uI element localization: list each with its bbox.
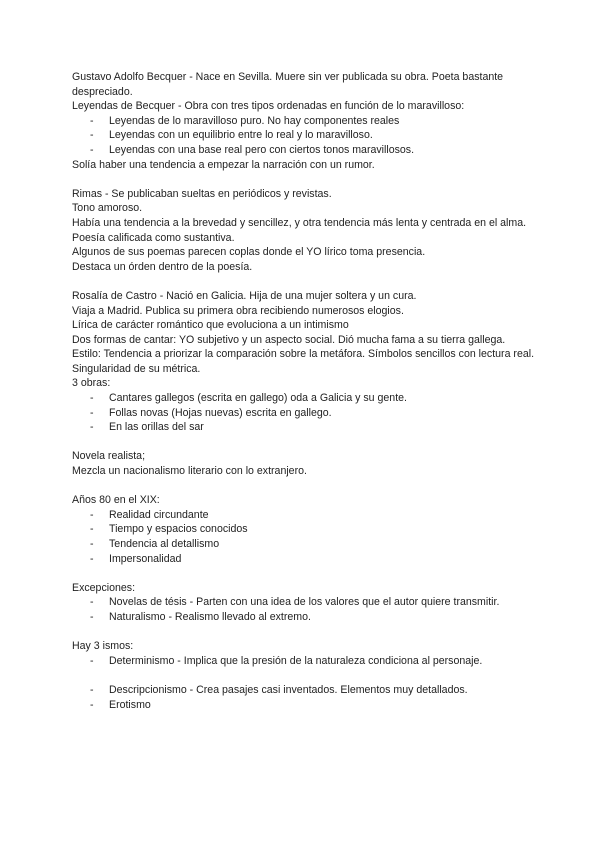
leyendas-list — [72, 114, 542, 158]
list-item: - En las orillas del sar — [72, 420, 542, 435]
estilo-line: Estilo: Tendencia a priorizar la comparación sobre la metáfora. Símbolos sencillos con lectura real. — [72, 348, 535, 361]
rimas-line: Rimas - Se publicaban sueltas en periódicos y revistas. — [72, 187, 332, 200]
document-page — [72, 70, 542, 712]
poesia-line: Poesía calificada como sustantiva. — [72, 231, 235, 244]
list-item: - Leyendas con una base real pero con ciertos tonos maravillosos. — [72, 143, 542, 158]
list-item: - Cantares gallegos (escrita en gallego) oda a Galicia y su gente. — [72, 391, 542, 406]
madrid-line: Viaja a Madrid. Publica su primera obra recibiendo numerosos elogios. — [72, 304, 404, 317]
excepciones-list — [72, 595, 542, 624]
list-item: - Erotismo — [72, 698, 542, 713]
excepciones-heading: Excepciones: — [72, 581, 136, 594]
list-item: - Determinismo - Implica que la presión de la naturaleza condiciona al personaje. — [72, 654, 542, 669]
ismos-list — [72, 654, 542, 669]
becquer-intro: Gustavo Adolfo Becquer - Nace en Sevilla. Muere sin ver publicada su obra. Poeta bastante despreciado. — [72, 71, 504, 98]
nacionalismo-line: Mezcla un nacionalismo literario con lo extranjero. — [72, 465, 307, 478]
obras-heading: 3 obras: — [72, 377, 111, 390]
leyendas-intro: Leyendas de Becquer - Obra con tres tipos ordenadas en función de lo maravilloso: — [72, 100, 465, 113]
obras-list — [72, 391, 542, 435]
list-item: - Tendencia al detallismo — [72, 537, 542, 552]
novela-realista-line: Novela realista; — [72, 450, 146, 463]
tono-line: Tono amoroso. — [72, 202, 143, 215]
list-item: - Novelas de tésis - Parten con una idea de los valores que el autor quiere transmitir. — [72, 595, 542, 610]
list-item: - Descripcionismo - Crea pasajes casi inventados. Elementos muy detallados. — [72, 683, 542, 698]
list-item: - Leyendas con un equilibrio entre lo real y lo maravilloso. — [72, 128, 542, 143]
orden-line: Destaca un órden dentro de la poesía. — [72, 260, 253, 273]
list-item: - Follas novas (Hojas nuevas) escrita en gallego. — [72, 406, 542, 421]
formas-line: Dos formas de cantar: YO subjetivo y un aspecto social. Dió mucha fama a su tierra gallega. — [72, 333, 506, 346]
rosalia-line: Rosalía de Castro - Nació en Galicia. Hija de una mujer soltera y un cura. — [72, 289, 417, 302]
anos-80-heading: Años 80 en el XIX: — [72, 494, 160, 507]
list-item: - Naturalismo - Realismo llevado al extremo. — [72, 610, 542, 625]
list-item: - Leyendas de lo maravilloso puro. No hay componentes reales — [72, 114, 542, 129]
list-item: - Tiempo y espacios conocidos — [72, 522, 542, 537]
list-item: - Realidad circundante — [72, 508, 542, 523]
coplas-line: Algunos de sus poemas parecen coplas donde el YO lírico toma presencia. — [72, 246, 426, 259]
anos-80-list — [72, 508, 542, 566]
metrica-line: Singularidad de su métrica. — [72, 362, 201, 375]
list-item: - Impersonalidad — [72, 552, 542, 567]
tendencia-line: Había una tendencia a la brevedad y sencillez, y otra tendencia más lenta y centrada en el alma. — [72, 216, 527, 229]
ismos-heading: Hay 3 ismos: — [72, 640, 134, 653]
ismos-list-continued — [72, 683, 542, 712]
lirica-line: Lírica de carácter romántico que evoluciona a un intimismo — [72, 319, 349, 332]
rumor-note: Solía haber una tendencia a empezar la narración con un rumor. — [72, 158, 375, 171]
